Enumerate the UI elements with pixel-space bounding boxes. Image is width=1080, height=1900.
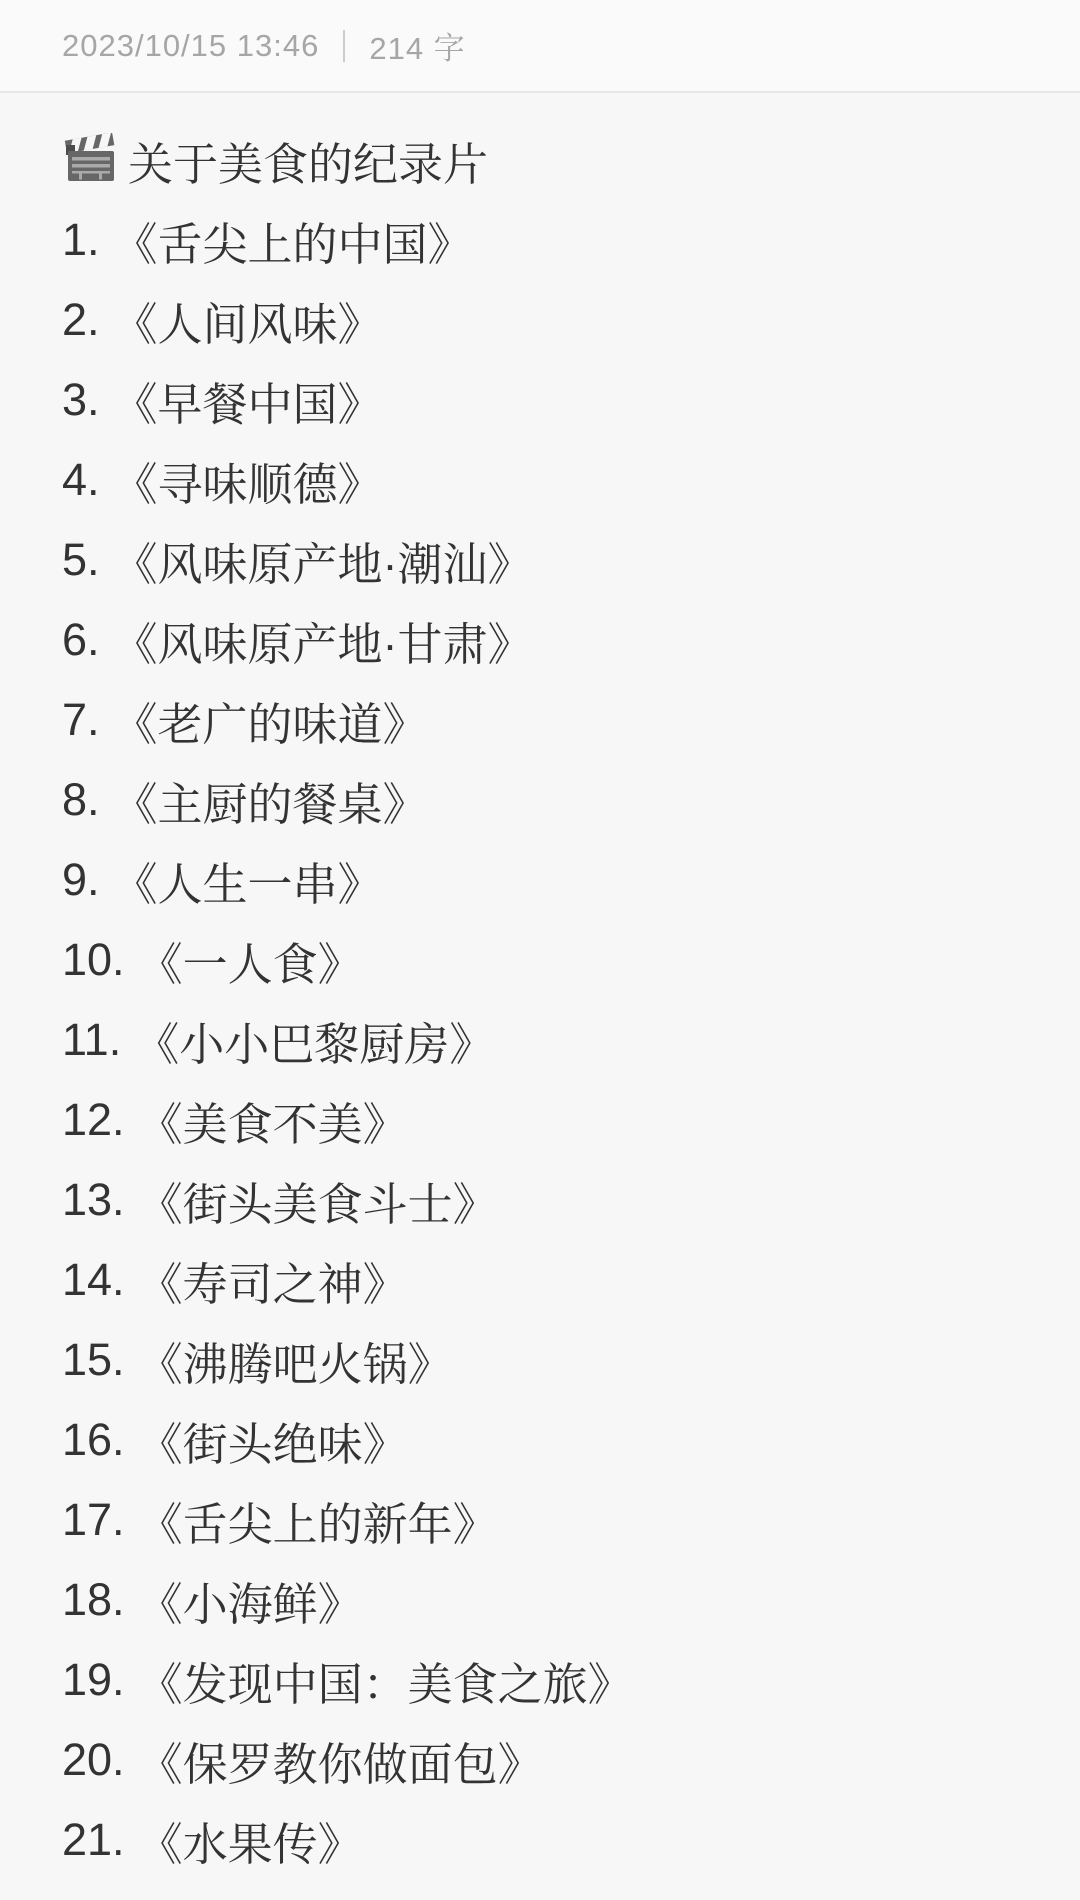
item-title: 《早餐中国》 [112, 378, 383, 430]
item-number: 7. [62, 694, 100, 745]
item-number: 14. [62, 1254, 125, 1305]
item-number: 4. [62, 454, 100, 505]
item-title: 《舌尖上的中国》 [112, 218, 473, 270]
note-title: 关于美食的纪录片 [128, 138, 489, 190]
clapper-board-icon [62, 133, 120, 187]
item-title: 《沸腾吧火锅》 [137, 1338, 453, 1390]
list-item [62, 1480, 1040, 1560]
list-item [62, 1160, 1040, 1240]
note-body[interactable] [0, 93, 1080, 1880]
list-item [62, 680, 1040, 760]
item-number: 15. [62, 1334, 125, 1385]
item-number: 3. [62, 374, 100, 425]
item-number: 5. [62, 534, 100, 585]
item-number: 20. [62, 1734, 125, 1785]
item-number: 1. [62, 214, 100, 265]
list-item [62, 760, 1040, 840]
item-title: 《街头绝味》 [137, 1418, 408, 1470]
note-timestamp: 2023/10/15 13:46 [62, 27, 320, 63]
list-item [62, 1080, 1040, 1160]
note-title-line [62, 120, 1040, 200]
item-number: 9. [62, 854, 100, 905]
item-title: 《保罗教你做面包》 [137, 1738, 543, 1790]
item-title: 《风味原产地·甘肃》 [112, 618, 533, 670]
item-title: 《寿司之神》 [137, 1258, 408, 1310]
header-separator [343, 30, 345, 62]
item-title: 《一人食》 [137, 938, 363, 990]
item-title: 《街头美食斗士》 [137, 1178, 498, 1230]
item-number: 21. [62, 1814, 125, 1865]
item-number: 10. [62, 934, 125, 985]
item-title: 《老广的味道》 [112, 698, 428, 750]
item-number: 6. [62, 614, 100, 665]
list-item [62, 1000, 1040, 1080]
item-title: 《小小巴黎厨房》 [134, 1018, 495, 1070]
item-number: 16. [62, 1414, 125, 1465]
item-number: 2. [62, 294, 100, 345]
item-title: 《风味原产地·潮汕》 [112, 538, 533, 590]
list-item [62, 520, 1040, 600]
item-title: 《水果传》 [137, 1818, 363, 1870]
list-item [62, 1560, 1040, 1640]
item-title: 《人间风味》 [112, 298, 383, 350]
list-item [62, 1320, 1040, 1400]
item-number: 11. [62, 1014, 122, 1065]
item-number: 8. [62, 774, 100, 825]
item-title: 《寻味顺德》 [112, 458, 383, 510]
item-title: 《发现中国：美食之旅》 [137, 1658, 633, 1710]
list-item [62, 1400, 1040, 1480]
item-number: 17. [62, 1494, 125, 1545]
list-item [62, 360, 1040, 440]
item-number: 13. [62, 1174, 125, 1225]
item-title: 《舌尖上的新年》 [137, 1498, 498, 1550]
list-item [62, 280, 1040, 360]
list-item [62, 1800, 1040, 1880]
item-number: 19. [62, 1654, 125, 1705]
item-number: 12. [62, 1094, 125, 1145]
list-item [62, 840, 1040, 920]
list-item [62, 440, 1040, 520]
item-number: 18. [62, 1574, 125, 1625]
item-title: 《美食不美》 [137, 1098, 408, 1150]
list-item [62, 600, 1040, 680]
list-item [62, 1640, 1040, 1720]
item-title: 《主厨的餐桌》 [112, 778, 428, 830]
list-item [62, 1240, 1040, 1320]
list-item [62, 920, 1040, 1000]
list-item [62, 200, 1040, 280]
note-word-count: 214 字 [369, 31, 466, 66]
item-title: 《小海鲜》 [137, 1578, 363, 1630]
list-item [62, 1720, 1040, 1800]
item-title: 《人生一串》 [112, 858, 383, 910]
note-meta-header [0, 0, 1080, 93]
